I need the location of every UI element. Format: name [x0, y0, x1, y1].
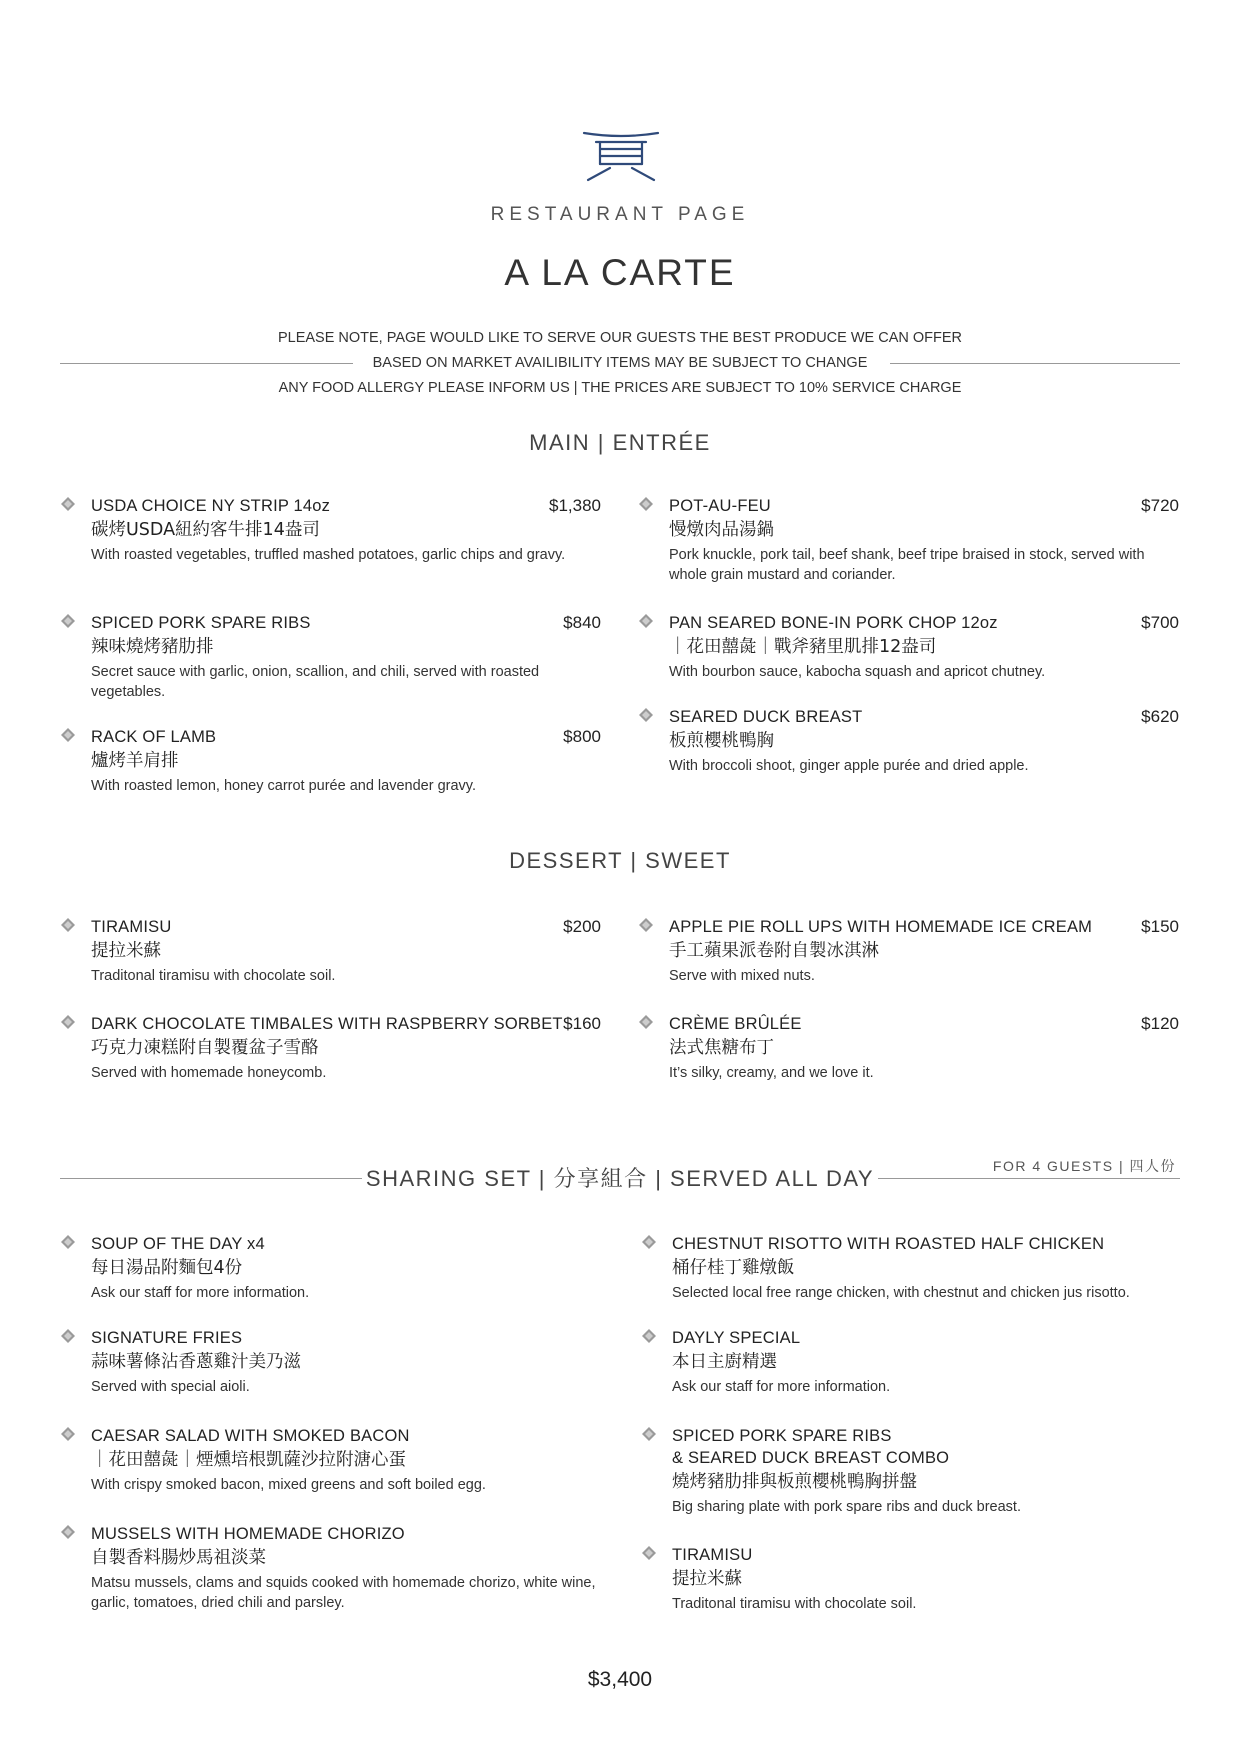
item-name: SPICED PORK SPARE RIBS — [672, 1427, 892, 1445]
item-name-chinese: 燒烤豬肋排與板煎櫻桃鴨胸拼盤 — [672, 1472, 917, 1492]
item-name: POT-AU-FEU — [669, 497, 771, 515]
item-description: Served with special aioli. — [91, 1379, 250, 1395]
section-title-dessert: DESSERT | SWEET — [509, 848, 731, 873]
item-name-chinese: 桶仔桂丁雞燉飯 — [672, 1258, 795, 1278]
sharing-set-price: $3,400 — [587, 1668, 653, 1691]
menu-item — [91, 1327, 601, 1397]
item-name: TIRAMISU — [672, 1546, 753, 1564]
item-description: Ask our staff for more information. — [672, 1379, 891, 1395]
diamond-bullet-icon — [639, 918, 653, 932]
item-description: Big sharing plate with pork spare ribs and duck breast. — [672, 1499, 1021, 1515]
item-price: $120 — [1141, 1014, 1179, 1033]
menu-item — [672, 1425, 1182, 1517]
item-name: APPLE PIE ROLL UPS WITH HOMEMADE ICE CREAM — [669, 918, 1093, 936]
item-price: $150 — [1141, 917, 1179, 936]
diamond-bullet-icon — [61, 1427, 75, 1441]
item-price: $200 — [563, 917, 601, 936]
item-name-chinese: 手工蘋果派卷附自製冰淇淋 — [669, 941, 879, 961]
item-description: Ask our staff for more information. — [91, 1285, 310, 1301]
diamond-bullet-icon — [642, 1546, 656, 1560]
diamond-bullet-icon — [642, 1329, 656, 1343]
item-name-chinese: 板煎櫻桃鴨胸 — [669, 731, 774, 751]
item-name: TIRAMISU — [91, 918, 172, 936]
item-name-chinese: 本日主廚精選 — [672, 1352, 777, 1372]
item-name-chinese: 慢燉肉品湯鍋 — [669, 520, 774, 540]
menu-item — [669, 1013, 1179, 1083]
item-name-chinese: ｜花田囍彘｜戰斧豬里肌排12盎司 — [669, 637, 937, 657]
diamond-bullet-icon — [61, 497, 75, 511]
restaurant-name: RESTAURANT PAGE — [490, 204, 750, 225]
page-title: A LA CARTE — [504, 252, 736, 293]
item-description: With roasted lemon, honey carrot purée and lavender gravy. — [91, 778, 476, 794]
item-name: DARK CHOCOLATE TIMBALES WITH RASPBERRY SORBET — [91, 1015, 563, 1033]
menu-item — [91, 1233, 601, 1303]
item-name: SOUP OF THE DAY x4 — [91, 1235, 265, 1253]
menu-item — [672, 1327, 1182, 1397]
menu-item — [91, 1425, 601, 1495]
item-name: SEARED DUCK BREAST — [669, 708, 863, 726]
item-name-chinese: 每日湯品附麵包4份 — [91, 1258, 243, 1278]
item-name: SIGNATURE FRIES — [91, 1329, 243, 1347]
item-name-chinese: 巧克力凍糕附自製覆盆子雪酪 — [91, 1038, 319, 1058]
divider — [60, 363, 353, 364]
item-name-chinese: 蒜味薯條沾香蔥雞汁美乃滋 — [91, 1352, 301, 1372]
item-name: CAESAR SALAD WITH SMOKED BACON — [91, 1427, 410, 1445]
item-name-chinese: 提拉米蘇 — [672, 1569, 742, 1589]
item-description: With bourbon sauce, kabocha squash and apricot chutney. — [669, 664, 1046, 680]
diamond-bullet-icon — [639, 497, 653, 511]
diamond-bullet-icon — [639, 708, 653, 722]
item-description: With roasted vegetables, truffled mashed potatoes, garlic chips and gravy. — [91, 547, 566, 563]
section-title-sharing-wrap — [0, 1162, 1240, 1193]
item-price: $800 — [563, 727, 601, 746]
diamond-bullet-icon — [61, 614, 75, 628]
diamond-bullet-icon — [642, 1427, 656, 1441]
menu-item — [672, 1544, 1182, 1614]
diamond-bullet-icon — [61, 1235, 75, 1249]
item-name-chinese: 自製香料腸炒馬祖淡菜 — [91, 1548, 266, 1568]
item-price: $1,380 — [549, 496, 601, 515]
item-price: $160 — [563, 1014, 601, 1033]
divider — [890, 363, 1180, 364]
section-title-main: MAIN | ENTRÉE — [529, 430, 711, 455]
diamond-bullet-icon — [61, 1329, 75, 1343]
note-line-ruled — [0, 351, 1240, 376]
menu-item — [669, 495, 1179, 585]
item-description: Pork knuckle, pork tail, beef shank, beef tripe braised in stock, served with whole grain mustard and coriander. — [669, 547, 1145, 583]
menu-item — [672, 1233, 1192, 1303]
item-name: USDA CHOICE NY STRIP 14oz — [91, 497, 331, 515]
item-name: PAN SEARED BONE-IN PORK CHOP 12oz — [669, 614, 998, 632]
item-name: CRÈME BRÛLÉE — [669, 1015, 802, 1033]
menu-item — [669, 706, 1179, 776]
menu-item — [91, 726, 601, 796]
note-line: PLEASE NOTE, PAGE WOULD LIKE TO SERVE OUR GUESTS THE BEST PRODUCE WE CAN OFFER — [277, 330, 963, 346]
item-description: It’s silky, creamy, and we love it. — [669, 1065, 874, 1081]
restaurant-logo-icon — [582, 130, 660, 182]
menu-item — [91, 1523, 601, 1613]
item-name: RACK OF LAMB — [91, 728, 217, 746]
diamond-bullet-icon — [61, 1015, 75, 1029]
diamond-bullet-icon — [642, 1235, 656, 1249]
diamond-bullet-icon — [639, 614, 653, 628]
item-name-chinese: ｜花田囍彘｜煙燻培根凱薩沙拉附溏心蛋 — [91, 1450, 406, 1470]
menu-item — [669, 916, 1179, 986]
menu-item — [91, 495, 601, 565]
item-name: MUSSELS WITH HOMEMADE CHORIZO — [91, 1525, 405, 1543]
item-name-line2: & SEARED DUCK BREAST COMBO — [672, 1449, 950, 1467]
item-description: Serve with mixed nuts. — [669, 968, 815, 984]
diamond-bullet-icon — [61, 728, 75, 742]
item-price: $840 — [563, 613, 601, 632]
section-title-sharing: SHARING SET | 分享組合 | SERVED ALL DAY — [362, 1166, 878, 1191]
menu-item — [669, 612, 1179, 682]
guests-label: FOR 4 GUESTS | 四人份 — [992, 1158, 1176, 1174]
menu-item — [91, 1013, 601, 1083]
item-description: Traditonal tiramisu with chocolate soil. — [91, 968, 336, 984]
item-description: With crispy smoked bacon, mixed greens and soft boiled egg. — [91, 1477, 486, 1493]
menu-item — [91, 612, 601, 702]
menu-notes — [0, 326, 1240, 401]
item-description: Matsu mussels, clams and squids cooked with homemade chorizo, white wine, garlic, tomatoes, dried chili and parsley. — [91, 1575, 596, 1611]
item-name: DAYLY SPECIAL — [672, 1329, 801, 1347]
item-price: $700 — [1141, 613, 1179, 632]
item-description: Secret sauce with garlic, onion, scallion, and chili, served with roasted vegetables. — [91, 664, 540, 700]
item-description: Selected local free range chicken, with chestnut and chicken jus risotto. — [672, 1285, 1130, 1301]
item-name-chinese: 碳烤USDA紐約客牛排14盎司 — [91, 520, 320, 540]
item-name-chinese: 辣味燒烤豬肋排 — [91, 637, 214, 657]
item-name: SPICED PORK SPARE RIBS — [91, 614, 311, 632]
item-name-chinese: 爐烤羊肩排 — [91, 751, 179, 771]
item-description: With broccoli shoot, ginger apple purée and dried apple. — [669, 758, 1029, 774]
item-description: Traditonal tiramisu with chocolate soil. — [672, 1596, 917, 1612]
diamond-bullet-icon — [61, 1525, 75, 1539]
menu-item — [91, 916, 601, 986]
diamond-bullet-icon — [639, 1015, 653, 1029]
item-price: $720 — [1141, 496, 1179, 515]
item-name-chinese: 法式焦糖布丁 — [669, 1038, 774, 1058]
item-description: Served with homemade honeycomb. — [91, 1065, 327, 1081]
diamond-bullet-icon — [61, 918, 75, 932]
note-line: BASED ON MARKET AVAILIBILITY ITEMS MAY BE SUBJECT TO CHANGE — [372, 355, 868, 371]
item-price: $620 — [1141, 707, 1179, 726]
note-line: ANY FOOD ALLERGY PLEASE INFORM US | THE PRICES ARE SUBJECT TO 10% SERVICE CHARGE — [278, 380, 962, 396]
item-name: CHESTNUT RISOTTO WITH ROASTED HALF CHICKEN — [672, 1235, 1105, 1253]
item-name-chinese: 提拉米蘇 — [91, 941, 161, 961]
